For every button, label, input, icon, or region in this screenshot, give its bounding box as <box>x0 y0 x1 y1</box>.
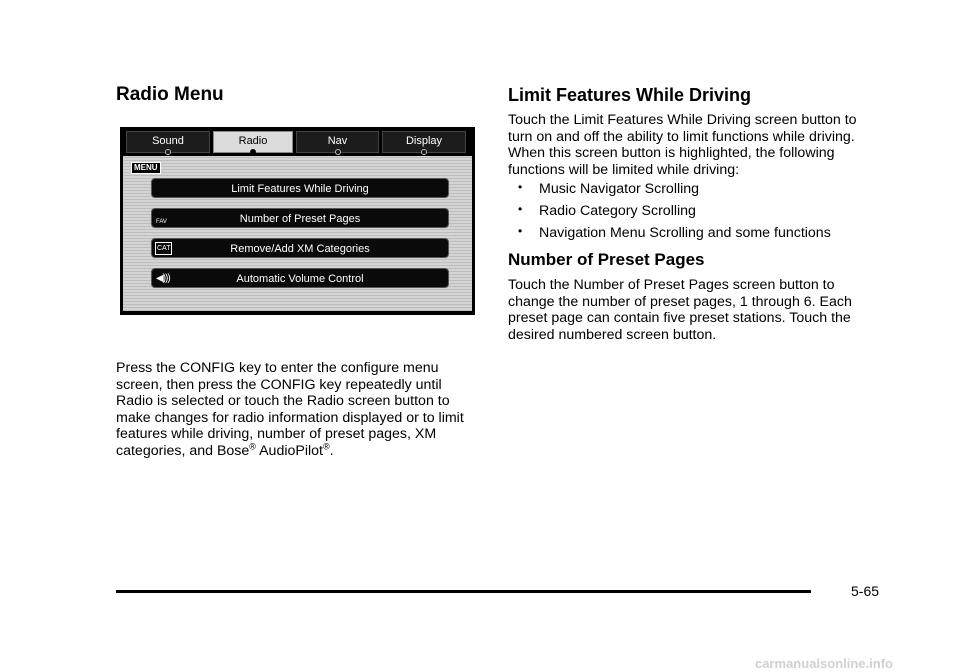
tab-radio <box>213 131 293 153</box>
preset-pages-label: Number of Preset Pages <box>239 213 361 225</box>
preset-pages-button <box>151 208 449 228</box>
tab-nav <box>296 131 379 153</box>
bullet-icon: • <box>518 224 523 238</box>
registered-mark: ® <box>322 440 330 451</box>
radio-menu-heading: Radio Menu <box>116 84 224 105</box>
radio-menu-screen-illustration <box>120 127 475 315</box>
list-item: • Radio Category Scrolling <box>518 202 696 219</box>
list-item: • Music Navigator Scrolling <box>518 180 700 197</box>
tab-dot-icon <box>421 149 427 155</box>
registered-mark: ® <box>249 440 256 451</box>
preset-pages-heading: Number of Preset Pages <box>508 250 705 269</box>
fav-icon: FAV <box>156 219 167 225</box>
footer-rule <box>116 590 811 593</box>
tab-sound <box>126 131 210 153</box>
volume-control-label: Automatic Volume Control <box>236 273 364 285</box>
tab-radio-label: Radio <box>238 135 268 147</box>
xm-categories-label: Remove/Add XM Categories <box>230 243 370 255</box>
list-item: • Navigation Menu Scrolling and some functions <box>518 224 831 241</box>
tab-sound-label: Sound <box>152 135 184 147</box>
screen-tabs <box>126 131 469 155</box>
volume-control-button <box>151 268 449 288</box>
limited-functions-list <box>514 181 831 247</box>
limit-features-button <box>151 178 449 198</box>
watermark: carmanualsonline.info <box>755 656 893 671</box>
xm-categories-button <box>151 238 449 258</box>
screen-menu-area <box>123 156 472 311</box>
tab-dot-icon <box>250 149 256 155</box>
cat-icon: CAT <box>155 242 172 255</box>
tab-dot-icon <box>335 149 341 155</box>
speaker-icon: ◀))) <box>156 273 170 284</box>
page-number: 5-65 <box>851 583 880 599</box>
limit-features-label: Limit Features While Driving <box>231 183 369 195</box>
limit-features-paragraph: Touch the Limit Features While Driving screen button to turn on and off the ability to limit functions while driving. When this screen button is highlighted, the following functions will be limited while driving: <box>508 112 857 178</box>
bullet-icon: • <box>518 202 523 216</box>
menu-tag-icon: MENU <box>131 162 161 174</box>
tab-display <box>382 131 466 153</box>
bullet-icon: • <box>518 180 523 194</box>
tab-nav-label: Nav <box>327 135 348 147</box>
tab-dot-icon <box>165 149 171 155</box>
limit-features-heading: Limit Features While Driving <box>508 85 752 105</box>
radio-menu-paragraph: Press the CONFIG key to enter the configure menu screen, then press the CONFIG key repeatedly until Radio is selected or touch the Radio screen button to make changes for radio information displayed or to limit features while driving, number of preset pages, XM categories, and Bose® AudioPilot®. <box>116 360 464 459</box>
tab-display-label: Display <box>405 135 443 147</box>
preset-pages-paragraph: Touch the Number of Preset Pages screen button to change the number of preset pages, 1 through 6. Each preset page can contain five preset stations. Touch the desired numbered screen button. <box>508 277 852 343</box>
